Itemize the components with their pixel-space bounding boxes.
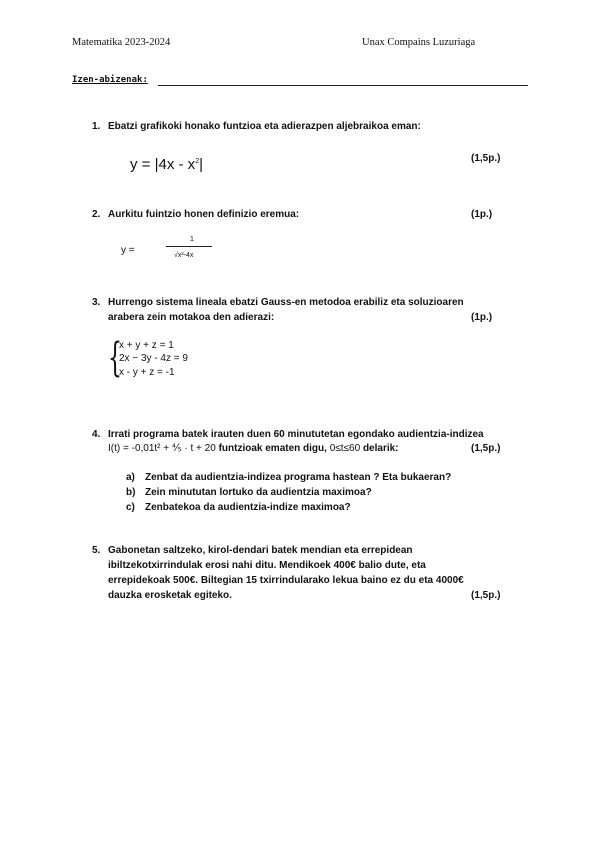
q4-range: 0≤t≤60 [329, 443, 361, 454]
q4-sub-text: Zenbat da audientzia-indizea programa hastean ? Eta bukaeran? [145, 472, 452, 483]
q4-number: 4. [92, 429, 101, 440]
q5-mark: (1,5p.) [471, 590, 501, 601]
q1-formula-exp: 2 [195, 158, 200, 165]
q2-frac-den-text: x²-4x [177, 252, 194, 259]
name-label: Izen-abizenak: [72, 75, 148, 85]
q2-frac-bar [166, 246, 212, 247]
q1-formula-lhs: y = | [130, 156, 159, 173]
q4-sub-text: Zein minututan lortuko da audientzia maximoa? [145, 487, 372, 498]
q2-frac-numerator: 1 [190, 236, 194, 243]
q4-formula: I(t) = -0,01t² + ⅘ · t + 20 [108, 443, 216, 454]
q2-number: 2. [92, 209, 101, 220]
q3-number: 3. [92, 297, 101, 308]
q1-text: Ebatzi grafikoki honako funtzioa eta adierazpen aljebraikoa eman: [108, 121, 421, 132]
q5-number: 5. [92, 545, 101, 556]
q3-equation: 2x − 3y - 4z = 9 [119, 353, 188, 364]
q2-mark: (1p.) [471, 209, 493, 220]
q2-formula-lhs: y = [121, 245, 135, 256]
q4-sub-label: a) [126, 472, 135, 483]
q3-equation: x + y + z = 1 [119, 340, 174, 351]
q5-line: dauzka erosketak egiteko. [108, 590, 232, 601]
q4-text-line2-main: funtzioak ematen digu, [218, 443, 327, 454]
q4-text-line1: Irrati programa batek irauten duen 60 minututetan egondako audientzia-indizea [108, 429, 484, 440]
q2-text: Aurkitu fuintzio honen definizio eremua: [108, 209, 300, 220]
q4-sub-label: b) [126, 487, 136, 498]
q3-text-line1: Hurrengo sistema lineala ebatzi Gauss-en metodoa erabiliz eta soluzioaren [108, 297, 464, 308]
q3-system-brace: { [108, 335, 122, 381]
q1-number: 1. [92, 121, 101, 132]
q1-formula-body: 4x - x [158, 156, 196, 173]
header-author: Unax Compains Luzuriaga [362, 37, 476, 48]
q1-formula-end: | [199, 156, 203, 173]
q4-sub-label: c) [126, 502, 135, 513]
q4-sub-text: Zenbatekoa da audientzia-indize maximoa? [145, 502, 351, 513]
q5-line: errepidekoak 500€. Biltegian 15 txirrindularako lekua baino ez du eta 4000€ [108, 575, 464, 586]
q4-text-line2-end: delarik: [362, 443, 399, 454]
q3-text-line2: arabera zein motakoa den adierazi: [108, 312, 275, 323]
q1-mark: (1,5p.) [471, 153, 501, 164]
name-fill-line[interactable] [158, 85, 528, 86]
q3-mark: (1p.) [471, 312, 493, 323]
q2-frac-denominator: √x²-4x [174, 252, 194, 259]
q3-equation: x - y + z = -1 [119, 367, 175, 378]
q4-text-line2 [108, 443, 399, 454]
header-course: Matematika 2023-2024 [72, 37, 171, 48]
q5-line: ibiltzekotxirrindulak erosi nahi ditu. Mendikoek 400€ balio dute, eta [108, 560, 426, 571]
q1-formula [130, 156, 203, 173]
q5-line: Gabonetan saltzeko, kirol-dendari batek mendian eta errepidean [108, 545, 413, 556]
q4-mark: (1,5p.) [471, 443, 501, 454]
